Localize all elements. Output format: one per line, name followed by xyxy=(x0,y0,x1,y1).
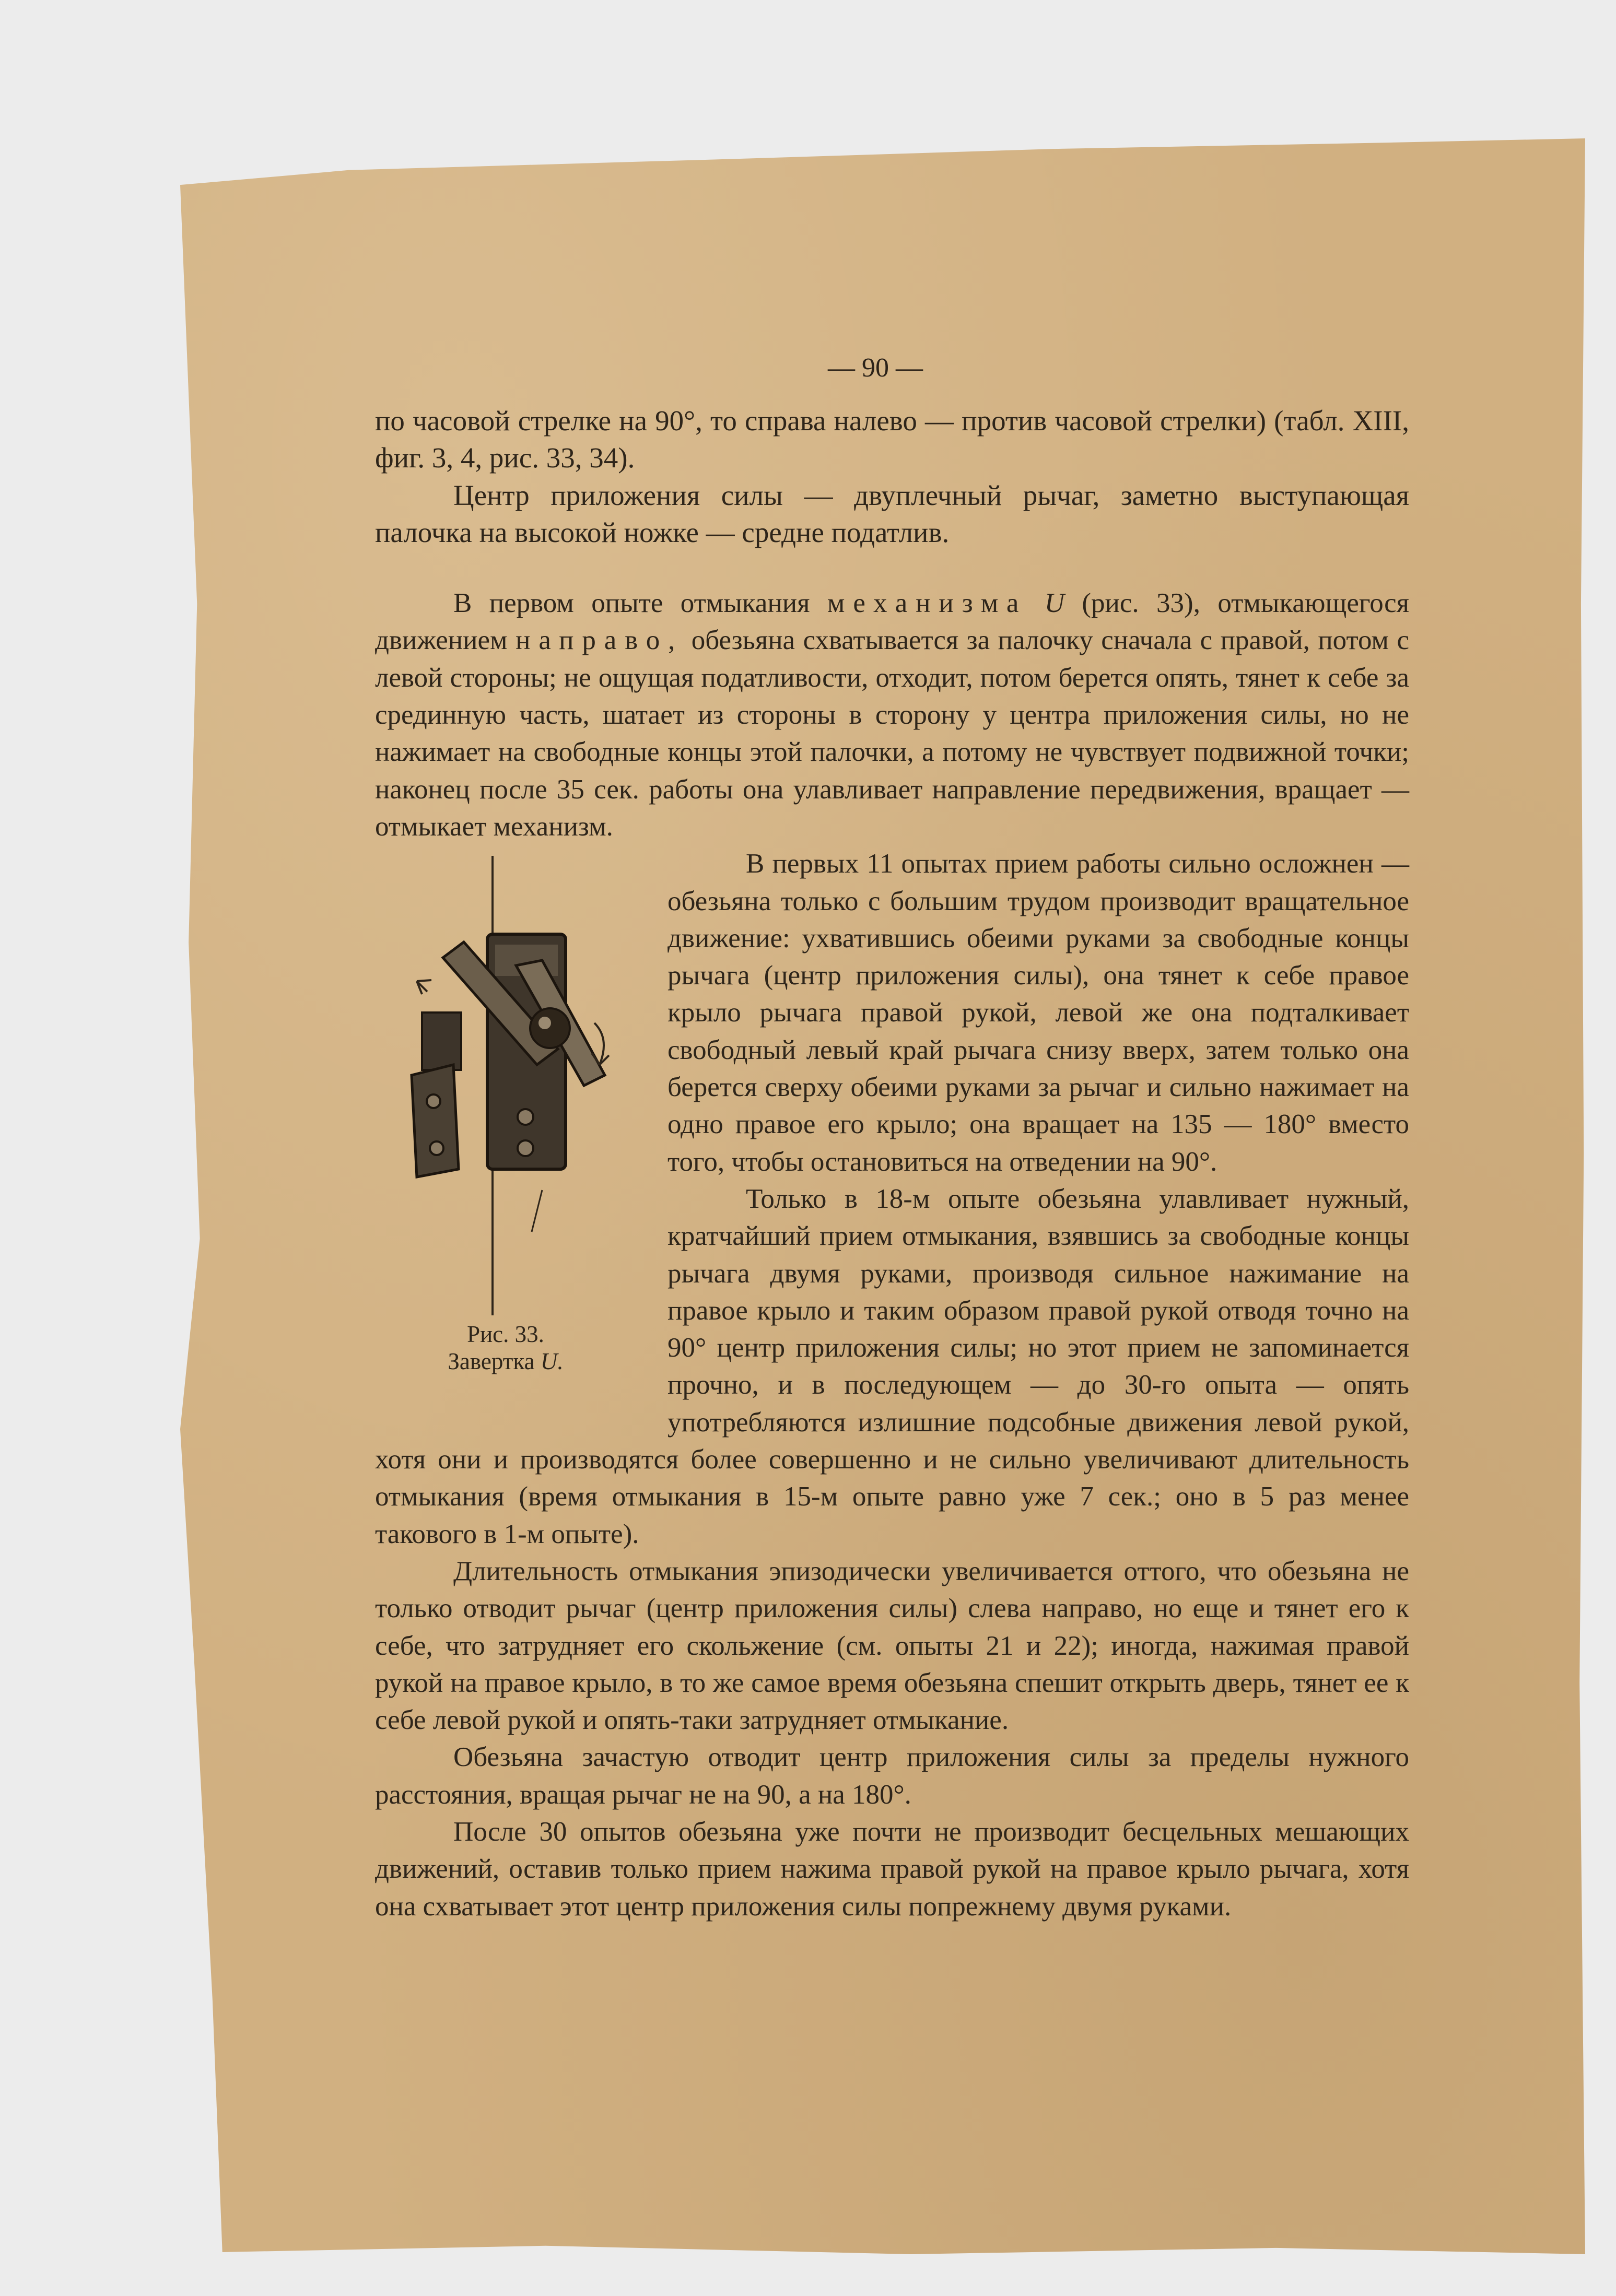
paragraph-3-part-c: обезьяна схватывается за палочку сначала с правой, потом с левой стороны; не ощущая податливости, отходит, потом берется опять, тянет к себе за срединную часть, шатает из стороны в сторону у центра приложения силы, но не нажимает на свободные концы этой палочки, а потому не чувствует подвижной точки; наконец после 35 сек. работы она улавливает направление передвижения, вращает — отмыкает механизм. xyxy=(375,625,1409,842)
paragraph-3 xyxy=(375,585,1409,845)
paragraph-5: Только в 18-м опыте обезьяна улавливает нужный, кратчайший прием отмыкания, взявшись за свободные концы рычага двумя руками, производя сильное нажимание на правое крыло и таким образом правой рукой отводя точно на 90° центр приложения силы; но этот прием не запоминается прочно, и в последующем — до 30-го опыта — опять употребляются излишние подсобные движения левой рукой, хотя они и производятся более совершенно и не сильно увеличивают длительность отмыкания (время отмыкания в 15-м опыте равно уже 7 сек.; оно в 5 раз менее такового в 1-м опыте). xyxy=(375,1183,1409,1549)
latch-illustration xyxy=(385,856,626,1321)
caption-name: Завертка xyxy=(448,1348,541,1375)
mechanism-letter: U xyxy=(1044,588,1064,619)
figure-caption xyxy=(375,1321,636,1375)
spaced-word-right: направо, xyxy=(516,625,684,656)
paragraph-3-part-a: В первом опыте отмыкания xyxy=(453,588,827,619)
paragraph-7: Обезьяна зачастую отводит центр приложения силы за пределы нужного расстояния, вращая рычаг не на 90, а на 180°. xyxy=(375,1742,1409,1810)
paragraph-6: Длительность отмыкания эпизодически увеличивается оттого, что обезьяна не только отводит рычаг (центр приложения силы) слева направо, но еще и тянет его к себе, что затрудняет его скольжение (см. опыты 21 и 22); иногда, нажимая правой рукой на правое крыло, в то же самое время обезьяна спешит открыть дверь, тянет ее к себе левой рукой и опять-таки затрудняет отмыкание. xyxy=(375,1556,1409,1736)
spaced-word-mechanism: механизма xyxy=(827,588,1027,619)
caption-title xyxy=(375,1348,636,1375)
rotation-arrow-left xyxy=(417,980,431,994)
caption-number: Рис. 33. xyxy=(467,1321,544,1348)
page-number: — 90 — xyxy=(828,353,923,383)
paragraph-4: В первых 11 опытах прием работы сильно осложнен — обезьяна только с большим трудом производит вращательное движение: ухватившись обеими руками за свободные концы рычага (центр приложения силы), она тянет к себе правое крыло рычага правой рукой, левой же она подталкивает свободный левый край рычага снизу вверх, затем только она берется сверху обеими руками за рычаг и сильно нажимает на одно правое его крыло; она вращает на 135 — 180° вместо того, чтобы остановиться на отведении на 90°. xyxy=(668,849,1409,1177)
rotation-arrow-right xyxy=(592,1023,609,1065)
paragraph-1: по часовой стрелке на 90°, то справа налево — против часовой стрелки) (табл. XIII, фиг. 3, 4, рис. 33, 34). xyxy=(375,405,1409,474)
caption-letter: U. xyxy=(540,1348,564,1375)
paragraph-3-part-b: (рис. 33), отмыкающегося движением xyxy=(375,588,1410,656)
paragraph-2: Центр приложения силы — двуплечный рычаг, заметно выступающая палочка на высокой ножке — средне податлив. xyxy=(375,479,1409,548)
body-text xyxy=(375,402,1409,1925)
figure-33 xyxy=(375,845,636,1435)
paragraph-8: После 30 опытов обезьяна уже почти не производит бесцельных мешающих движений, оставив только прием нажима правой рукой на правое крыло рычага, хотя она схватывает этот центр приложения силы попрежнему двумя руками. xyxy=(375,1816,1409,1922)
guide-mark xyxy=(532,1190,542,1232)
small-plate xyxy=(412,1012,461,1177)
